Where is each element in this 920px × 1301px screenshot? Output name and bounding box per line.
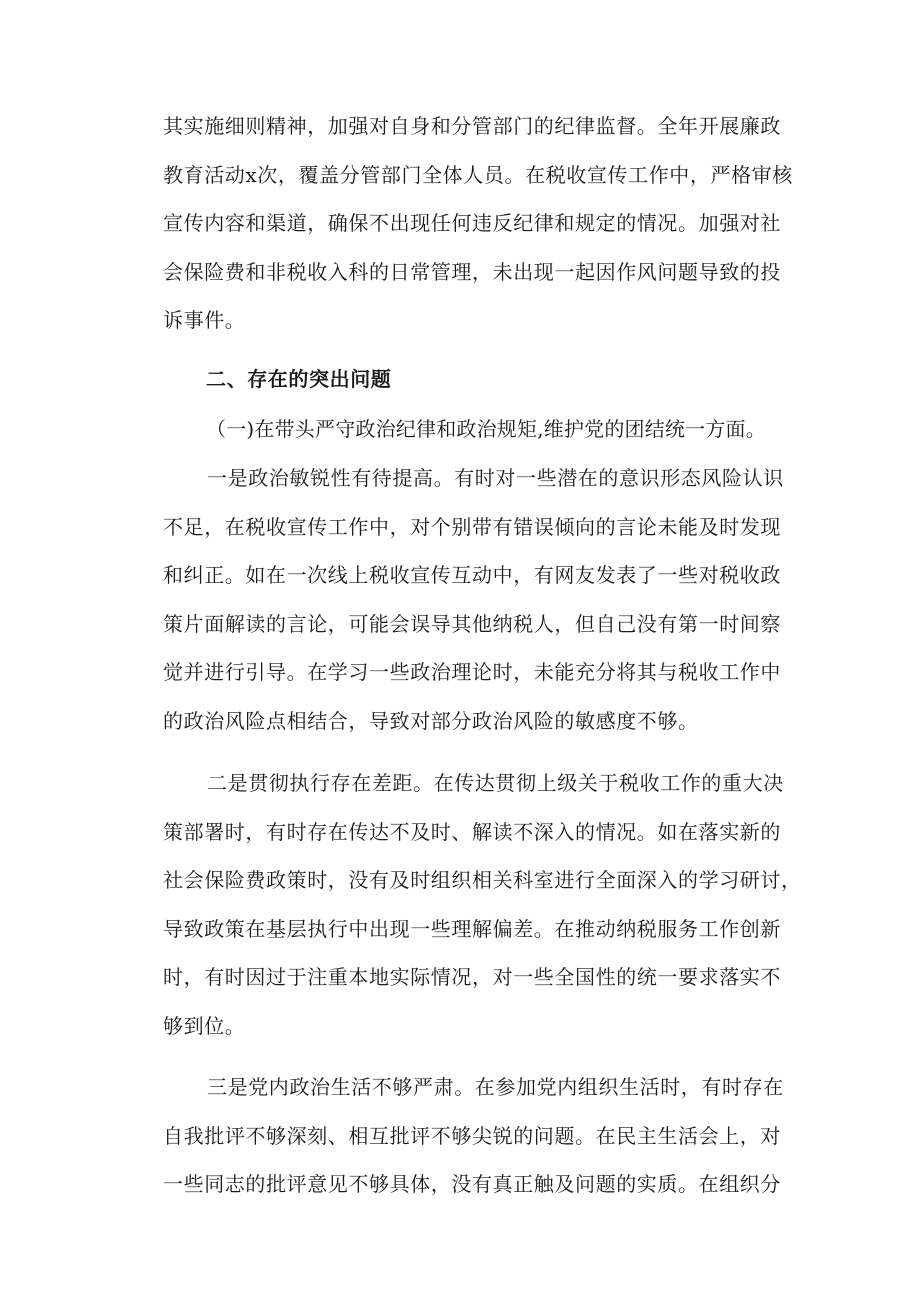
paragraph-implementation-gap <box>163 759 802 1050</box>
text-line: 自我批评不够深刻、相互批评不够尖锐的问题。在民主生活会上，对 <box>163 1123 781 1148</box>
text-line: 教育活动x次，覆盖分管部门全体人员。在税收宣传工作中，严格审核 <box>163 162 793 187</box>
intro-paragraph <box>163 102 795 345</box>
text-line: 觉并进行引导。在学习一些政治理论时，未能充分将其与税收工作中 <box>163 660 781 684</box>
text-line: 时，有时因过于注重本地实际情况，对一些全国性的统一要求落实不 <box>163 965 781 989</box>
text-line: 一是政治敏锐性有待提高。有时对一些潜在的意识形态风险认识 <box>207 466 784 490</box>
text-line: 导致政策在基层执行中出现一些理解偏差。在推动纳税服务工作创新 <box>163 916 781 941</box>
section-heading: 二、存在的突出问题 <box>206 367 392 391</box>
text-line: 其实施细则精神，加强对自身和分管部门的纪律监督。全年开展廉政 <box>163 114 781 138</box>
text-line: 一些同志的批评意见不够具体，没有真正触及问题的实质。在组织分 <box>163 1172 781 1196</box>
paragraph-political-sensitivity <box>163 454 795 745</box>
text-line: 诉事件。 <box>163 308 246 332</box>
text-line: 策片面解读的言论，可能会误导其他纳税人，但自己没有第一时间察 <box>163 611 781 636</box>
text-line: 社会保险费政策时，没有及时组织相关科室进行全面深入的学习研讨， <box>163 868 802 892</box>
text-line: 的政治风险点相结合，导致对部分政治风险的敏感度不够。 <box>163 708 699 733</box>
paragraph-party-life <box>163 1063 795 1209</box>
text-line: 三是党内政治生活不够严肃。在参加党内组织生活时，有时存在 <box>207 1075 784 1099</box>
text-line: 二是贯彻执行存在差距。在传达贯彻上级关于税收工作的重大决 <box>207 771 784 795</box>
text-line: 够到位。 <box>163 1013 246 1038</box>
text-line: 会保险费和非税收入科的日常管理，未出现一起因作风问题导致的投 <box>163 259 781 284</box>
text-line: 策部署时，有时存在传达不及时、解读不深入的情况。如在落实新的 <box>163 819 781 844</box>
text-line: 宣传内容和渠道，确保不出现任何违反纪律和规定的情况。加强对社 <box>163 211 781 235</box>
text-line: 和纠正。如在一次线上税收宣传互动中，有网友发表了一些对税收政 <box>163 563 781 587</box>
text-line: 不足，在税收宣传工作中，对个别带有错误倾向的言论未能及时发现 <box>163 514 781 539</box>
subsection-heading: （一)在带头严守政治纪律和政治规矩,维护党的团结统一方面。 <box>206 417 766 441</box>
